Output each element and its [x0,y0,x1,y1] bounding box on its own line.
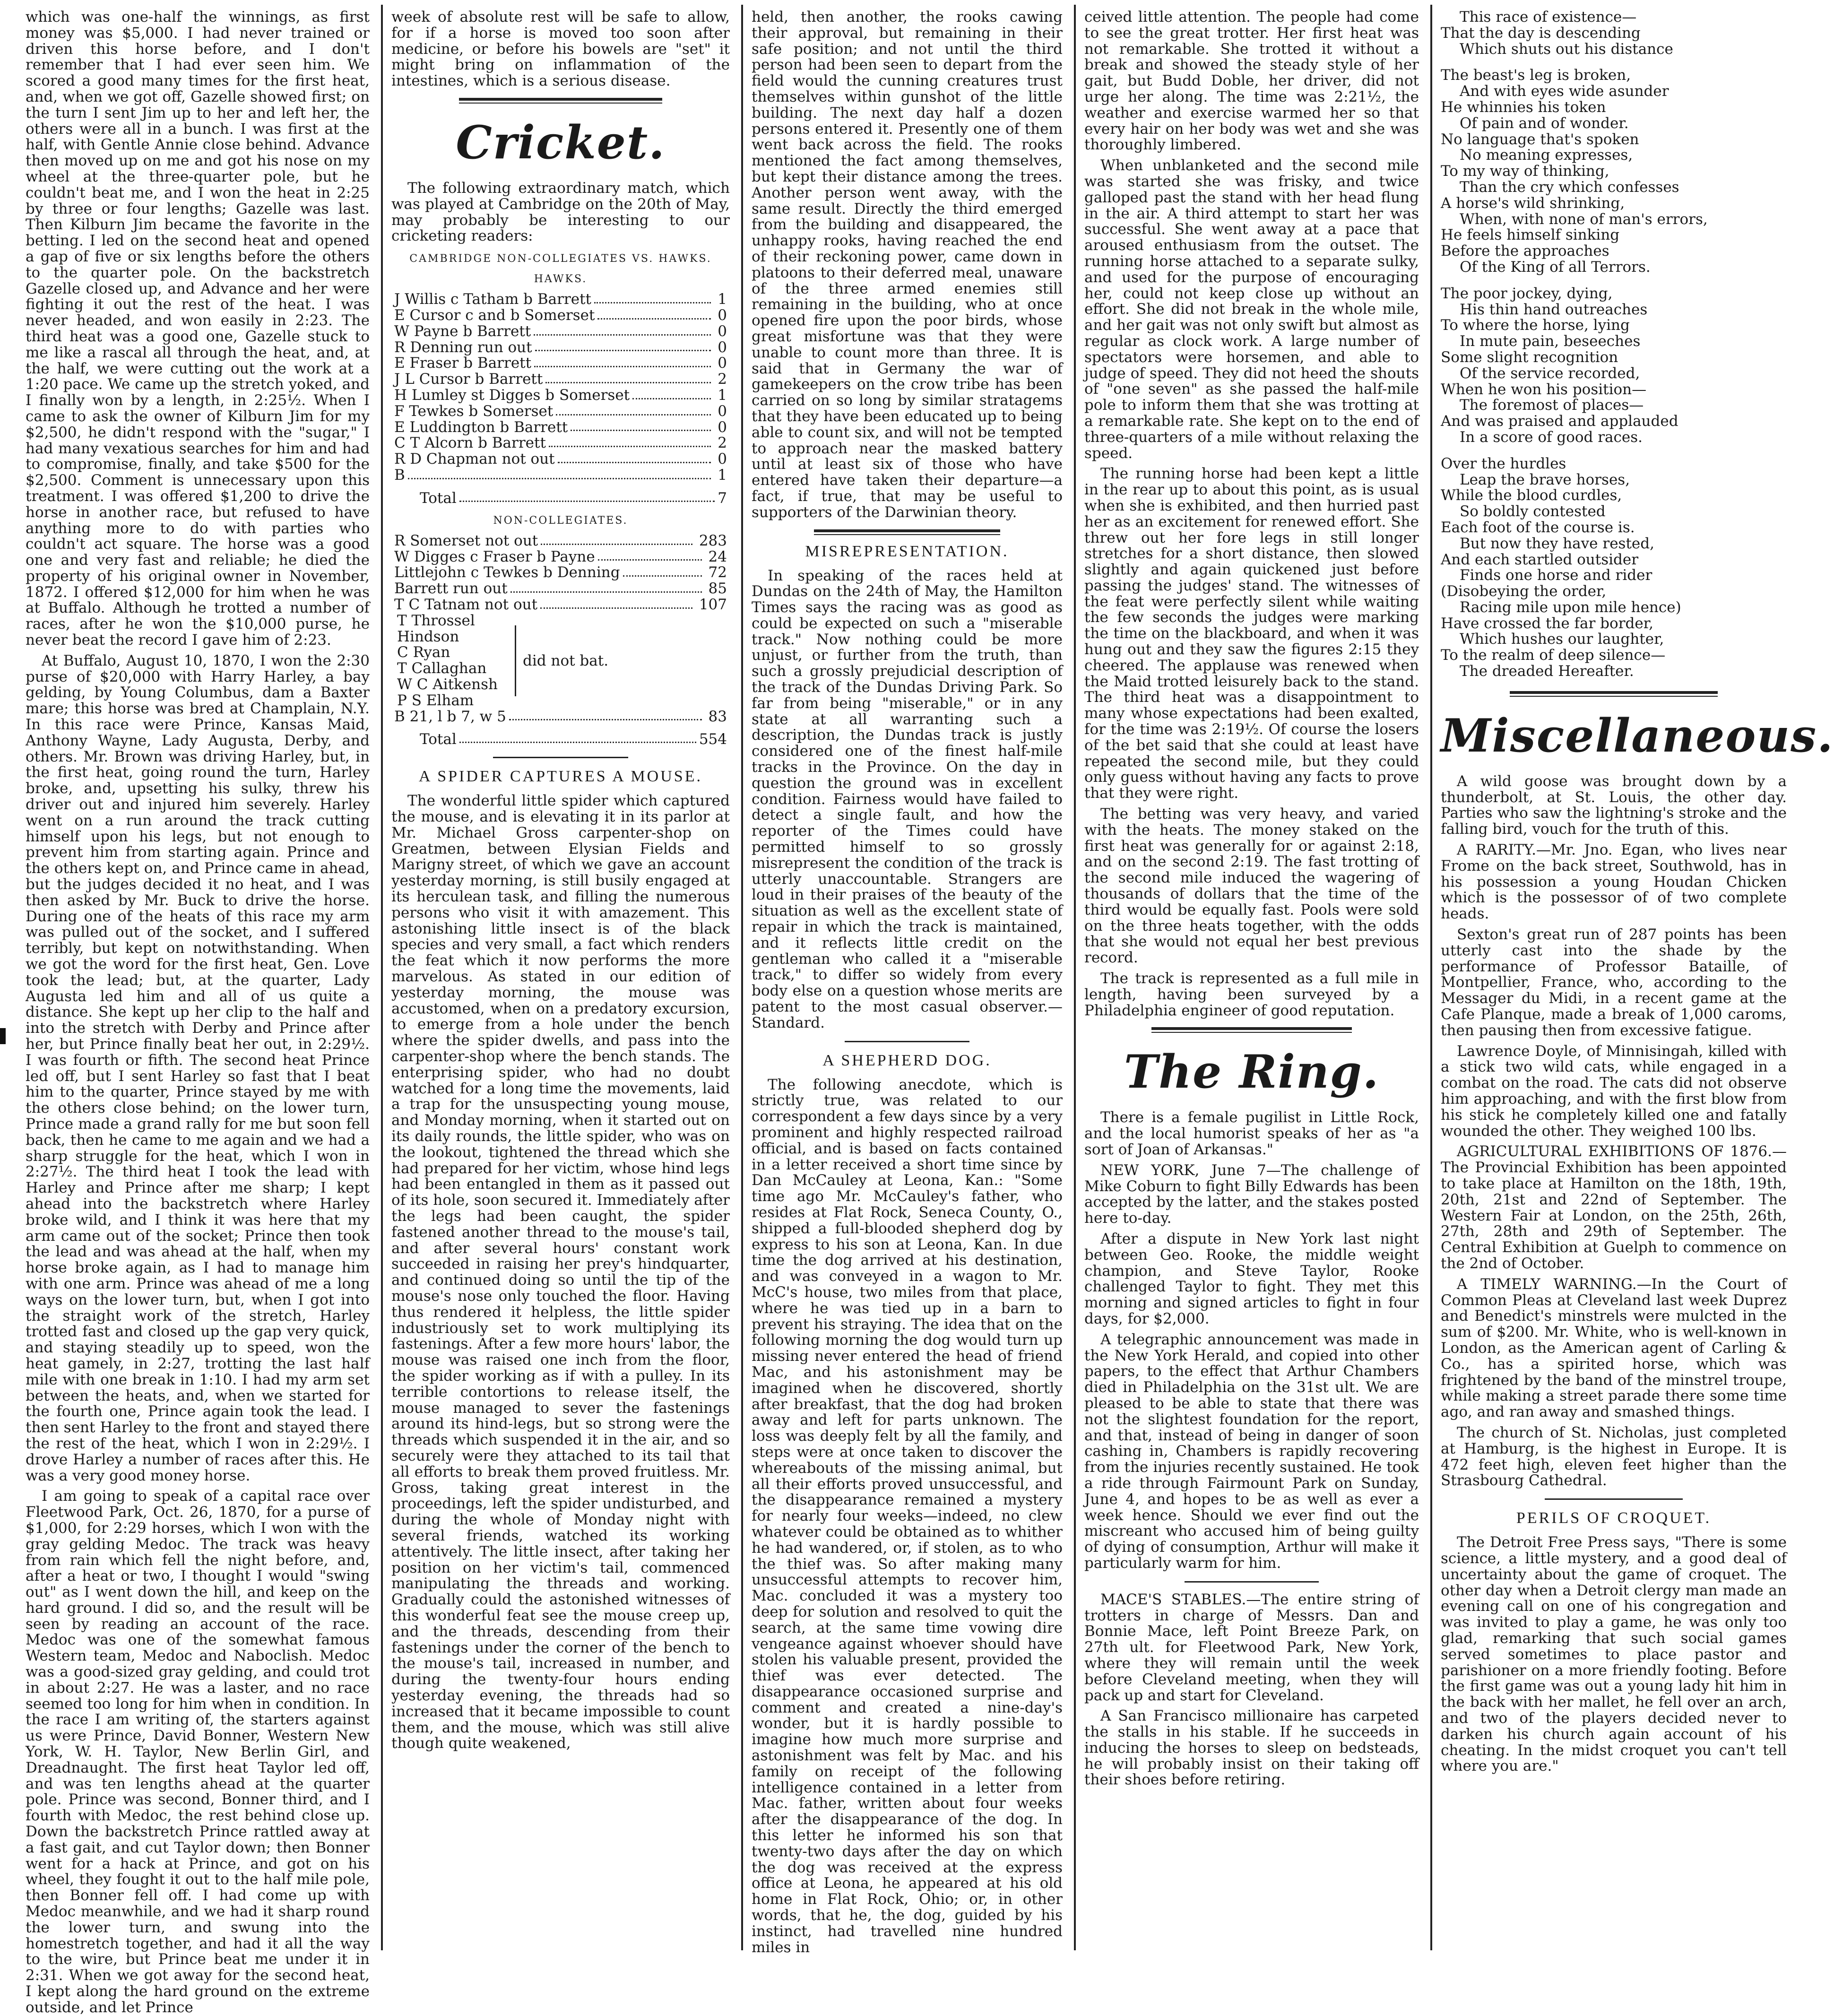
poem-line: His thin hand outreaches [1460,301,1648,318]
runs-value: 0 [718,355,727,372]
batsman-entry: W Payne b Barrett [394,322,531,340]
poem-line: To my way of thinking, [1441,163,1609,180]
poem-line: In mute pain, beseeches [1460,333,1641,350]
misc-paragraph-5: AGRICULTURAL EXHIBITIONS OF 1876.—The Provincial Exhibition has been appointed to take place at Hamilton on the 18th, 19th, 20th, 21st and 22nd of September. The Western Fair at London, on the 25th, 26th, 27th, 28th and 29th of September. The Central Exhibition at Guelph to commence on the 2nd of October. [1441,1143,1787,1272]
section-rule [814,529,1001,532]
section-rule [845,1041,969,1042]
section-rule [459,103,662,104]
hawks-scorecard [391,292,730,484]
column-4 [1078,9,1426,1950]
poem-line: Of pain and of wonder. [1460,114,1629,132]
did-not-bat-list [397,613,498,709]
score-row [394,292,727,308]
poem-line: The beast's leg is broken, [1441,67,1631,84]
col4-paragraph-3: The running horse had been kept a little in the rear up to about this point, as is usual when she is exhibited, and then hurried past her as an excitement for renewed effort. She threw out her fore legs in still longer stretches for a short distance, then slowed slightly and again quickened just before passing the judges' stand. The witnesses of the feat were perfectly silent while waiting the few seconds the judges were marking the time on the blackboard, and when it was hung out and they saw the figures 2:15 they cheered. The applause was renewed when the Maid trotted leisurely back to the stand. The third heat was a disappointment to many whose expectations had been exalted, for the time was 2:19½. Of course the losers of the bet said that she could at least have repeated the second mile, but they could only guess without having any facts to prove that they were right. [1084,465,1419,802]
runs-value: 0 [718,450,727,468]
score-row [394,467,727,484]
leader-dots [597,308,711,320]
poem-line: The dreaded Hereafter. [1460,663,1634,680]
poem-line: And was praised and applauded [1441,413,1678,430]
did-not-bat-player: T Callaghan [397,660,487,677]
col4-paragraph-5: The track is represented as a full mile in length, having been surveyed by a Philadelphia engineer of good reputation. [1084,970,1419,1019]
poem-line: Of the King of all Terrors. [1460,258,1651,276]
batsman-entry: B [394,466,405,484]
leader-dots [534,324,711,336]
runs-value: 1 [718,291,727,308]
poem-line: Some slight recognition [1441,348,1618,366]
column-rule-4 [1430,5,1432,1950]
score-row [394,451,727,467]
poem-line: In a score of good races. [1460,428,1643,446]
misc-paragraph-1: A wild goose was brought down by a thunderbolt, at St. Louis, the other day. Parties who saw the lightning's stroke and the falling bird, vouch for the truth of this. [1441,772,1787,838]
total-value: 554 [699,731,727,748]
noncollegiates-scorecard [391,533,730,613]
leader-dots [534,355,711,367]
poem-line: To where the horse, lying [1441,317,1630,334]
score-row [394,340,727,356]
misrepresentation-paragraph: In speaking of the races held at Dundas on the 24th of May, the Hamilton Times says the racing was as good as could be expected on such a "miserable track." Now nothing could be more unjust, or further from the truth, than such a grossly prejudicial description of the track of the Dundas Driving Park. So far from being "miserable," or in any state at all warranting such a description, the Dundas track is justly considered one of the finest half-mile tracks in the Province. On the day in question the ground was in excellent condition. Fairness would have failed to detect a single fault, and how the reporter of the Times could have permitted himself to so grossly misrepresent the condition of the track is utterly unaccountable. Strangers are loud in their praises of the beauty of the situation as well as the excellent state of repair in which the track is maintained, and it reflects little credit on the gentleman who called it a "miserable track," to differ so widely from every body else on a question whose merits are patent to the most casual observer.—Standard. [752,567,1063,1031]
misrepresentation-heading: MISREPRESENTATION. [805,542,1009,560]
scan-edge-mark [0,1028,6,1044]
poem [1441,9,1787,680]
leader-dots [510,581,702,593]
col1-paragraph-2: At Buffalo, August 10, 1870, I won the 2:30 purse of $20,000 with Harry Harley, a bay gelding, by Young Columbus, dam a Baxter mare; this horse was bred at Champlain, N.Y. In this race were Prince, Kansas Maid, Anthony Wayne, Lady Augusta, Derby, and others. Mr. Brown was driving Harley, but, in the first heat, going round the turn, Harley broke, and, upsetting his sulky, threw his driver out and injured him severely. Harley went on a run around the track cutting himself upon his legs, but not enough to prevent him from starting again. Prince and the others kept on, and Prince came in ahead, but the judges decided it no heat, and I was then asked by Mr. Buck to drive the horse. During one of the heats of this race my arm was pulled out of the socket, and I suffered terribly, but kept on notwithstanding. When we got the word for the first heat, Gen. Love took the lead; but, at the quarter, Lady Augusta led him and all of us quite a distance. She kept up her clip to the half and into the stretch with Derby and Prince after her, but Prince finally beat her out, in 2:29½. I was fourth or fifth. The second heat Prince led off, but I sent Harley so fast that I beat him to the quarter, Prince stayed by me with the others close behind; on the lower turn, Prince made a grand rally for me but soon fell back, then he came to me again and we had a sharp struggle for the heat, which I won in 2:27½. The third heat I took the lead with Harley and Prince after me sharp; I kept ahead into the backstretch where Harley broke wild, and I think it was here that my arm came out of the socket; Prince then took the lead and was ahead at the half, when my horse broke again, as I had to manage him with one arm. Prince was ahead of me a long ways on the lower turn, but, when I got into the straight work of the stretch, Harley trotted fast and closed up the gap very quick, and staying steadily up to speed, won the heat gamely, in 2:27, trotting the last half mile with one break in 1:10. I had my arm set between the heats, and, when we started for the fourth one, Prince again took the lead. I then sent Harley to the front and stayed there the rest of the heat, which I won in 2:29½. I drove Harley a number of races after this. He was a very good money horse. [26,652,370,1484]
poem-line: And with eyes wide asunder [1460,83,1669,100]
column-3 [745,9,1069,1956]
score-row [394,549,727,565]
poem-line: No language that's spoken [1441,130,1639,148]
poem-line: When, with none of man's errors, [1460,210,1708,228]
runs-value: 85 [708,580,727,597]
extras-row [394,709,727,725]
leader-dots [459,490,715,502]
poem-line: Which hushes our laughter, [1460,631,1664,648]
poem-line [1441,57,1787,68]
misc-paragraph-3: Sexton's great run of 287 points has been utterly cast into the shade by the performance of Professor Bataille, of Montpellier, France, who, according to the Messager du Midi, in a recent game at the Cafe Planque, made a break of 1,000 caroms, then pausing then from excessive fatigue. [1441,926,1787,1039]
section-rule [1151,1032,1352,1033]
extras-value: 83 [708,708,727,725]
poem-line: So boldly contested [1460,503,1606,520]
did-not-bat-player: W C Aitkensh [397,675,498,693]
misc-paragraph-6: A TIMELY WARNING.—In the Court of Common Pleas at Cleveland last week Duprez and Benedict's minstrels were mulcted in the sum of $200. Mr. White, who is well-known in London, as the American agent of Carling & Co., has a spirited horse, which was frightened by the band of the minstrel troupe, while making a street parade there some time ago, and ran away and smashed things. [1441,1275,1787,1421]
team-hawks-label: HAWKS. [534,273,588,286]
match-title: CAMBRIDGE NON-COLLEGIATES VS. HAWKS. [409,253,712,265]
section-rule [1545,1498,1683,1500]
col1-paragraph-1: which was one-half the winnings, as first money was $5,000. I had never trained or driven this horse before, and I don't remember that I had ever seen him. We scored a good many times for the first heat, and, when we got off, Gazelle showed first; on the turn I sent Jim up to her and left her, the others were all in a bunch. I was first at the half, with Gentle Annie close behind. Advance then moved up on me and got his nose on my wheel at the three-quarter pole, but he couldn't beat me, and I won the heat in 2:25 by three or four lengths; Gazelle was last. Then Kilburn Jim became the favorite in the betting. I led on the second heat and opened a gap of five or six lengths before the others to the quarter pole. On the backstretch Gazelle closed up, and Advance and her were fighting it out the rest of the heat. I was never headed, and won easily in 2:23. The third heat was a good one, Gazelle stuck to me like a rascal all through the heat, and, at the half, we were cutting out the work at a 1:20 pace. We came up the stretch yoked, and I finally won by a length, in 2:25½. When I came to ask the owner of Kilburn Jim for my $2,500, he didn't respond with the "sugar," I had many vexatious searches for him and had to compromise, finally, and take $500 for the $2,500. Comment is unnecessary upon this treatment. I was offered $1,200 to drive the horse in another race, but refused to have anything more to do with parties who couldn't act square. The horse was a good one and very fast and reliable; he died the property of his original owner in November, 1872. I offered $12,000 for him when he was at Buffalo. Although he trotted a number of races, after he won the $10,000 purse, he never beat the record I gave him of 2:23. [26,9,370,649]
section-rule [1151,1027,1352,1030]
did-not-bat-block [394,613,727,709]
runs-value: 1 [718,466,727,484]
poem-line: The poor jockey, dying, [1441,285,1613,302]
batsman-entry: T C Tatnam not out [394,596,538,613]
batsman-entry: E Luddington b Barrett [394,418,568,436]
score-row [394,533,727,549]
batsman-entry: J L Cursor b Barrett [394,371,543,388]
poem-line: To the realm of deep silence— [1441,647,1666,664]
shepherd-dog-heading: A SHEPHERD DOG. [822,1051,992,1069]
score-row [394,435,727,451]
poem-line: (Disobeying the order, [1441,583,1607,600]
leader-dots [509,709,702,721]
batsman-entry: W Digges c Fraser b Payne [394,548,595,565]
runs-value: 2 [718,434,727,452]
col4-paragraph-1: ceived little attention. The people had come to see the great trotter. Her first heat was not remarkable. She trotted it without a break and showed the steady style of her gait, but Budd Doble, her driver, did not urge her along. The time was 2:21½, the weather and exercise warmed her so that every hair on her body was wet and she was thoroughly limbered. [1084,9,1419,154]
col4-paragraph-4: The betting was very heavy, and varied with the heats. The money staked on the first heat was generally for or against 2:18, and on the second 2:19. The fast trotting of the second mile induced the wagering of thousands of dollars that the time of the third would be equally fast. Pools were sold on the three heats together, with the odds that she would not equal her best previous record. [1084,805,1419,967]
spider-paragraph: The wonderful little spider which captured the mouse, and is elevating it in its parlor at Mr. Michael Gross carpenter-shop on Greatmen, between Elysian Fields and Marigny street, of which we gave an account yesterday morning, is still busily engaged at its herculean task, and filling the numerous persons who visit it with amazement. This astonishing little insect is of the black species and very small, a fact which renders the feat which it now performs the more marvelous. As stated in our edition of yesterday morning, the mouse was accustomed, when on a predatory excursion, to emerge from a hole under the bench where the spider dwells, and pass into the carpenter-shop where the bench stands. The enterprising spider, who had no doubt watched for a long time the movements, laid a trap for the unsuspecting young mouse, and Monday morning, when it started out on its daily rounds, the little spider, who was on the lookout, tightened the thread which she had prepared for her victim, whose hind legs had been entangled in them as it passed out of its hole, soon secured it. Immediately after the legs had been caught, the spider fastened another thread to the mouse's tail, and after several hours' constant work succeeded in raising her prey's hindquarter, and continued doing so until the tip of the mouse's nose only touched the floor. Having thus rendered it helpless, the little spider industriously set to work multiplying its fastenings. After a few more hours' labor, the mouse was raised one inch from the floor, the spider working as if with a pulley. In its terrible contortions to release itself, the mouse managed to sever the fastenings around its hind-legs, but so strong were the threads which suspended it in the air, and so securely were they attached to its tail that all efforts to break them proved fruitless. Mr. Gross, taking great interest in the proceedings, left the spider undisturbed, and during the whole of Monday night with several friends, watched its working attentively. The little insect, after taking her position on her victim's tail, commenced manipulating the threads and working. Gradually could the astonished witnesses of this wonderful feat see the mouse creep up, and the threads, descending from their fastenings under the corner of the bench to the mouse's tail, increased in number, and during the twenty-four hours ending yesterday evening, the threads had so increased that it became impossible to count them, and the mouse, which was still alive though quite weakened, [391,792,730,1752]
poem-line: Finds one horse and rider [1460,567,1652,584]
poem-line: He feels himself sinking [1441,226,1620,244]
poem-line: Over the hurdles [1441,455,1566,472]
batsman-entry: J Willis c Tatham b Barrett [394,291,592,308]
poem-line: When he won his position— [1441,381,1647,398]
section-rule [814,534,1001,535]
did-not-bat-player: C Ryan [397,644,450,661]
score-row [394,372,727,388]
runs-value: 72 [708,564,727,581]
poem-line [1441,276,1787,286]
team-noncollegiates-label: NON-COLLEGIATES. [493,514,628,527]
leader-dots [556,404,711,415]
col2-intro: week of absolute rest will be safe to allow, for if a horse is moved too soon after medicine, or before his bowels are "set" it might bring on inflammation of the intestines, which is a serious disease. [391,9,730,90]
poem-line: And each startled outsider [1441,551,1639,568]
noncollegiates-total-row [420,731,727,747]
batsman-entry: Barrett run out [394,580,508,597]
croquet-heading: PERILS OF CROQUET. [1516,1509,1712,1527]
batsman-entry: E Fraser b Barrett [394,355,532,372]
cricket-intro: The following extraordinary match, which was played at Cambridge on the 20th of May, may probably be interesting to our cricketing readers: [391,179,730,245]
score-row [394,420,727,436]
section-rule [1185,1581,1318,1583]
runs-value: 0 [718,418,727,436]
leader-dots [623,565,702,577]
poem-line: Before the approaches [1441,242,1609,260]
bracket [515,625,516,696]
runs-value: 0 [718,322,727,340]
poem-line: Leap the brave horses, [1460,471,1630,488]
section-rule [493,757,628,758]
score-row [394,565,727,581]
croquet-paragraph: The Detroit Free Press says, "There is some science, a little mystery, and a good deal of uncertainty about the game of croquet. The other day when a Detroit clergy man made an evening call on one of his congregation and was invited to play a game, he was only too glad, remarking that such social games served sometimes to place pastor and parishioner on a more friendly footing. Before the first game was out a young lady hit him in the back with her mallet, he fell over an arch, and two of the players decided never to darken his church again account of his cheating. In the midst croquet you can't tell where you are." [1441,1534,1787,1775]
column-rule-2 [741,5,743,1950]
leader-dots [594,292,711,303]
poem-line: Have crossed the far border, [1441,614,1653,632]
poem-line: A horse's wild shrinking, [1441,194,1625,212]
poem-line: Of the service recorded, [1460,364,1640,382]
stables-paragraph-1: MACE'S STABLES.—The entire string of trotters in charge of Messrs. Dan and Bonnie Mace, left Point Breeze Park, on 27th ult. for Fleetwood Park, New York, where they will remain until the week before Cleveland meeting, when they will pack up and start for Cleveland. [1084,1591,1419,1704]
runs-value: 283 [699,532,727,549]
runs-value: 1 [718,386,727,404]
runs-value: 24 [708,548,727,565]
column-rule-3 [1074,5,1076,1950]
poem-line: The foremost of places— [1460,397,1644,414]
runs-value: 107 [699,596,727,613]
did-not-bat-label: did not bat. [523,652,609,670]
column-1 [19,9,376,2016]
miscellaneous-heading: Miscellaneous. [1441,709,1834,762]
score-row [394,581,727,597]
leader-dots [549,435,711,447]
runs-value: 2 [718,371,727,388]
did-not-bat-player: Hindson [397,628,459,645]
leader-dots [598,549,702,561]
ring-paragraph-4: A telegraphic announcement was made in the New York Herald, and copied into other papers, to the effect that Arthur Chambers died in Philadelphia on the 31st ult. We are pleased to be able to state that there was not the slightest foundation for the report, and that, instead of being in danger of soon cashing in, Chambers is rapidly recovering from the injuries recently sustained. He took a ride through Fairmount Park on Sunday, June 4, and hopes to be as well as ever a week hence. Should we ever find out the miscreant who accused him of being guilty of dying of consumption, Arthur will make it particularly warm for him. [1084,1331,1419,1572]
col1-paragraph-3: I am going to speak of a capital race over Fleetwood Park, Oct. 26, 1870, for a purse of $1,000, for 2:29 horses, which I won with the gray gelding Medoc. The track was heavy from rain which fell the night before, and, after a heat or two, I thought I would "swing out" as I went down the hill, and keep on the hard ground. I did so, and the result will be seen by reading an account of the race. Medoc was one of the somewhat famous Western team, Medoc and Naboclish. Medoc was a good-sized gray gelding, and could trot in about 2:27. He was a laster, and no race seemed too long for him when in condition. In the race I am writing of, the starters against us were Prince, David Bonner, Western New York, W. H. Taylor, New Berlin Girl, and Dreadnaught. The first heat Taylor led off, and was ten lengths ahead at the quarter pole. Prince was second, Bonner third, and I fourth with Medoc, the rest behind close up. Down the backstretch Prince rattled away at a fast gait, and cut Taylor down; then Bonner went for a hack at Prince, and got on his wheel, they fought it out to the half mile pole, then Bonner fell off. I had come up with Medoc meanwhile, and we had it sharp round the lower turn, and swung into the homestretch together, and had it all the way to the wire, but Prince beat me under it in 2:31. When we got away for the second heat, I kept along the hard ground on the extreme outside, and let Prince [26,1488,370,2016]
batsman-entry: R Denning run out [394,338,532,356]
total-label: Total [420,489,457,507]
did-not-bat-player: T Throssel [397,612,475,629]
poem-line: But now they have rested, [1460,535,1654,552]
batsman-entry: Littlejohn c Tewkes b Denning [394,564,620,581]
leader-dots [545,372,711,383]
did-not-bat-player: P S Elham [397,692,474,709]
leader-dots [632,388,711,399]
leader-dots [535,340,711,352]
cricket-heading: Cricket. [456,115,666,169]
total-value: 7 [718,489,727,507]
batsman-entry: E Cursor c and b Somerset [394,306,595,324]
poem-line: Racing mile upon mile hence) [1460,598,1681,616]
column-5 [1434,9,1834,1950]
extras-label: B 21, l b 7, w 5 [394,708,506,725]
spider-heading: A SPIDER CAPTURES A MOUSE. [419,768,702,786]
column-2 [385,9,736,1950]
poem-line: Which shuts out his distance [1460,40,1673,58]
score-row [394,597,727,613]
score-row [394,355,727,372]
leader-dots [540,597,692,609]
section-rule [1510,696,1717,697]
batsman-entry: H Lumley st Digges b Somerset [394,386,630,404]
batsman-entry: R D Chapman not out [394,450,555,468]
hawks-total-row [420,490,727,506]
col4-paragraph-2: When unblanketed and the second mile was started she was frisky, and twice galloped past the stand with her head flung in the air. A third attempt to start her was successful. She went away at a pace that aroused enthusiasm from the outset. The running horse attached to a separate sulky, and used for the purpose of encouraging her, could not keep close up without an effort. She did not break in the whole mile, and her gait was not only swift but almost as regular as clock work. A large number of spectators were horsemen, and able to judge of speed. They did not heed the shouts of "one seven" as she passed the half-mile pole to inform them that she was trotting at a remarkable rate. She kept on to the end of three-quarters of a mile without relaxing the speed. [1084,157,1419,462]
runs-value: 0 [718,402,727,420]
poem-line: No meaning expresses, [1460,147,1633,164]
batsman-entry: R Somerset not out [394,532,538,549]
batsman-entry: F Tewkes b Somerset [394,402,554,420]
poem-line: He whinnies his token [1441,98,1606,116]
poem-line [1441,446,1787,456]
stables-paragraph-2: A San Francisco millionaire has carpeted the stalls in his stable. If he succeeds in inducing the horses to sleep on bedsteads, he will probably insist on their taking off their shoes before retiring. [1084,1707,1419,1789]
leader-dots [459,731,696,743]
misc-paragraph-2: A RARITY.—Mr. Jno. Egan, who lives near Frome on the back street, Southwold, has in his possession a young Houdan Chicken which is the possessor of of two complete heads. [1441,841,1787,923]
poem-line: Each foot of the course is. [1441,519,1635,536]
score-row [394,324,727,340]
score-row [394,308,727,324]
leader-dots [558,451,711,463]
leader-dots [408,467,711,479]
ring-paragraph-1: There is a female pugilist in Little Rock, and the local humorist speaks of her as "a sort of Joan of Arkansas." [1084,1109,1419,1158]
poem-line: While the blood curdles, [1441,487,1622,504]
ring-heading: The Ring. [1124,1045,1380,1099]
leader-dots [571,420,711,432]
leader-dots [541,533,692,545]
runs-value: 0 [718,306,727,324]
poem-line: Than the cry which confesses [1460,178,1679,196]
column-rule-1 [381,5,383,1950]
batsman-entry: C T Alcorn b Barrett [394,434,546,452]
misc-paragraph-7: The church of St. Nicholas, just completed at Hamburg, is the highest in Europe. It is 472 feet high, eleven feet higher than the Strasbourg Cathedral. [1441,1424,1787,1489]
miscellaneous-items [1441,774,1787,1489]
score-row [394,388,727,404]
shepherd-dog-paragraph: The following anecdote, which is strictly true, was related to our correspondent a few days since by a very prominent and highly respected railroad official, and is based on facts contained in a letter received a short time since by Dan McCauley at Leona, Kan.: "Some time ago Mr. McCauley's father, who resides at Flat Rock, Seneca County, O., shipped a full-blooded shepherd dog by express to his son at Leona, Kan. In due time the dog arrived at his destination, and was conveyed in a wagon to Mr. McC's house, two miles from that place, where he was tied up in a barn to prevent his straying. The idea that on the following morning the dog would turn up missing never entered the head of friend Mac, and his astonishment may be imagined when he discovered, shortly after breakfast, that the dog had broken away and left for parts unknown. The loss was deeply felt by all the family, and steps were at once taken to discover the whereabouts of the missing animal, but all their efforts proved unsuccessful, and the disappearance remained a mystery for nearly four weeks—indeed, no clew whatever could be obtained as to whither he had wandered, or, if stolen, as to who the thief was. So after making many unsuccessful attempts to recover him, Mac. concluded it was a mystery too deep for solution and resolved to quit the search, at the same time vowing dire vengeance against whoever should have stolen his valuable present, provided the thief was ever detected. The disappearance occasioned surprise and comment and created a nine-day's wonder, but it is hardly possible to imagine how much more surprise and astonishment was felt by Mac. and his family on receipt of the following intelligence contained in a letter from Mac. father, written about four weeks after the disappearance of the dog. In this letter he informed his son that twenty-two days after the day on which the dog was received at the express office at Leona, he appeared at his old home in Flat Rock, Ohio; or, in other words, that he, the dog, guided by his instinct, had travelled nine hundred miles in [752,1076,1063,1956]
score-row [394,404,727,420]
misc-paragraph-4: Lawrence Doyle, of Minnisingah, killed with a stick two wild cats, while engaged in a combat on the road. The cats did not observe him approaching, and with the first blow from his stick he completely killed one and fatally wounded the other. They weighed 100 lbs. [1441,1042,1787,1140]
col3-paragraph-1: held, then another, the rooks cawing their approval, but remaining in their safe position; and not until the third person had been seen to depart from the field would the cunning creatures trust themselves within gunshot of the little building. The next day half a dozen persons entered it. Presently one of them went back across the field. The rooks mentioned the fact among themselves, but kept their distance among the trees. Another person went away, with the same result. Directly the third emerged from the building and disappeared, the unhappy rooks, having reached the end of their reckoning power, came down in platoons to their deferred meal, unaware of the three armed enemies still remaining in the building, who at once opened fire upon the poor birds, whose great misfortune was that they were unable to count more than three. It is said that in Germany the war of gamekeepers on the crow tribe has been carried on so long by similar stratagems that they have been educated up to being able to count six, and will not be tempted to approach near the masked battery until at least six of those who have entered have taken their departure—a fact, if true, that may be useful to supporters of the Darwinian theory. [752,9,1063,521]
total-label: Total [420,731,457,748]
section-rule [459,98,662,101]
poem-line: That the day is descending [1441,24,1641,42]
runs-value: 0 [718,338,727,356]
ring-paragraph-3: After a dispute in New York last night between Geo. Rooke, the middle weight champion, and Steve Taylor, Rooke challenged Taylor to fight. They met this morning and signed articles to fight in four days, for $2,000. [1084,1230,1419,1327]
poem-line: This race of existence— [1460,9,1637,26]
ring-paragraph-2: NEW YORK, June 7—The challenge of Mike Coburn to fight Billy Edwards has been accepted by the latter, and the stakes posted here to-day. [1084,1161,1419,1227]
section-rule [1510,691,1717,694]
